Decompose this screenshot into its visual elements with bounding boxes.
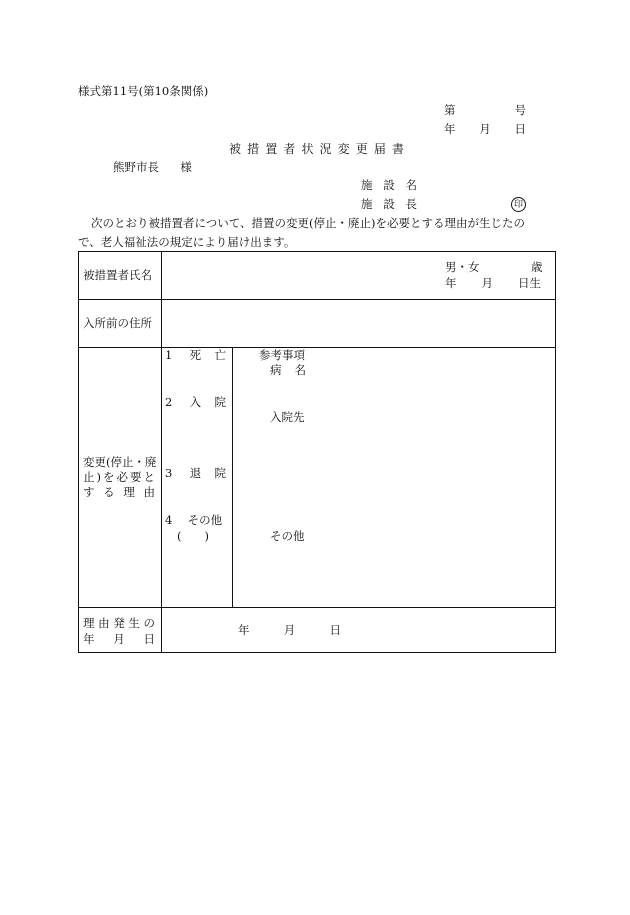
label-column-divider	[161, 252, 162, 653]
disease-name-label	[270, 365, 306, 377]
doc-number-suffix: 号	[514, 103, 526, 117]
doc-number-prefix: 第	[444, 103, 456, 117]
form-number: 様式第11号(第10条関係)	[78, 84, 209, 98]
form-table	[78, 251, 556, 653]
option-label-char: 死	[189, 348, 202, 362]
addressee-honorific: 様	[180, 160, 192, 174]
label-char: 施	[361, 197, 373, 211]
row-divider	[79, 607, 555, 608]
intro-line-2: で、老人福祉法の規定により届け出ます。	[78, 235, 296, 249]
date-month: 月	[479, 122, 491, 136]
title-char: 置	[265, 142, 278, 156]
reason-option-other[interactable]	[165, 515, 222, 527]
title-char: 状	[301, 142, 314, 156]
option-number: 1	[165, 348, 173, 362]
option-number: 4	[165, 513, 173, 527]
label-char: 病	[270, 363, 282, 377]
label-char: 発	[113, 616, 125, 630]
reference-details-field[interactable]	[319, 348, 554, 606]
occurrence-day: 日	[329, 623, 341, 637]
intro-line-1: 次のとおり被措置者について、措置の変更(停止・廃止)を必要とする理由が生じたの	[91, 216, 526, 230]
occurrence-month: 月	[283, 623, 296, 637]
person-name-label: 被措置者氏名	[83, 268, 152, 282]
label-char: 日	[143, 632, 155, 646]
occurrence-label-line	[83, 615, 155, 631]
seal-mark: 印	[511, 197, 526, 212]
age-unit: 歳	[531, 260, 543, 274]
label-char: 設	[383, 197, 395, 211]
date-year: 年	[444, 122, 456, 136]
label-char: 由	[98, 616, 110, 630]
person-name-field[interactable]	[166, 252, 554, 298]
option-number: 3	[165, 466, 173, 480]
facility-name-label	[361, 180, 417, 192]
option-label: その他	[187, 513, 223, 527]
reason-label-line	[83, 485, 155, 500]
label-char: 名	[405, 178, 417, 192]
option-label-char: 亡	[214, 348, 226, 362]
document-number	[444, 105, 526, 117]
birth-month: 月	[481, 276, 493, 290]
reason-option-death[interactable]	[165, 350, 226, 362]
label-char: 月	[113, 632, 125, 646]
reason-label-line	[83, 470, 155, 485]
reason-label	[79, 455, 159, 500]
option-label-char: 院	[214, 466, 226, 480]
address-label: 入所前の住所	[83, 316, 152, 330]
label-char: 要	[130, 470, 142, 484]
label-char: る	[103, 485, 115, 499]
occurrence-label-line	[83, 631, 155, 647]
date-day: 日	[514, 122, 526, 136]
label-char: 由	[143, 485, 155, 499]
addressee-name: 熊野市長	[113, 160, 159, 174]
occurrence-date-label	[79, 615, 159, 647]
submission-date	[444, 124, 526, 136]
address-field[interactable]	[166, 300, 554, 346]
title-char: 書	[391, 142, 404, 156]
label-char: 名	[294, 363, 306, 377]
reason-option-hospitalization[interactable]	[165, 397, 226, 409]
label-char: 理	[123, 485, 135, 499]
label-char: 止	[83, 470, 95, 484]
option-number: 2	[165, 395, 173, 409]
label-char: す	[83, 485, 95, 499]
label-char: 設	[383, 178, 395, 192]
title-char: 措	[247, 142, 260, 156]
title-char: 者	[283, 142, 296, 156]
reason-label-line: 変更(停止・廃	[83, 455, 157, 469]
document-title	[229, 143, 404, 155]
label-char: 年	[83, 632, 95, 646]
label-char: 生	[128, 616, 140, 630]
label-char: を	[103, 470, 115, 484]
option-label-char: 院	[214, 395, 226, 409]
label-char: 必	[116, 470, 128, 484]
label-char: の	[143, 616, 155, 630]
title-char: 更	[355, 142, 368, 156]
other-reason-paren: ( )	[177, 529, 209, 543]
occurrence-year: 年	[238, 623, 250, 637]
title-char: 被	[229, 142, 242, 156]
addressee	[113, 162, 192, 174]
label-char: と	[143, 470, 155, 484]
label-char: 施	[361, 178, 373, 192]
label-char: )	[96, 470, 101, 484]
title-char: 況	[319, 142, 332, 156]
birth-day: 日生	[518, 276, 541, 290]
label-char: 理	[83, 616, 95, 630]
occurrence-date-field[interactable]	[238, 625, 341, 637]
reference-heading: 参考事項	[259, 348, 305, 362]
birth-year: 年	[445, 276, 457, 290]
label-char: 長	[405, 197, 417, 211]
birth-date	[445, 278, 541, 290]
reason-option-discharge[interactable]	[165, 468, 226, 480]
gender-options[interactable]: 男・女	[445, 260, 480, 274]
option-label-char: 入	[189, 395, 202, 409]
option-label-char: 退	[189, 466, 202, 480]
title-char: 変	[337, 142, 350, 156]
hospital-label: 入院先	[270, 410, 305, 424]
reason-column-divider	[232, 347, 233, 607]
title-char: 届	[373, 142, 386, 156]
other-reference-label: その他	[270, 529, 305, 543]
facility-head-label	[361, 199, 417, 211]
